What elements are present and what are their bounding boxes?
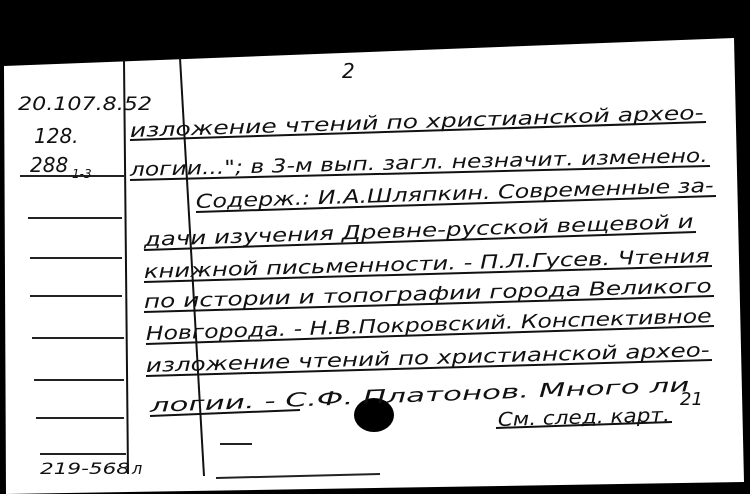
shelf-mark-1: 128.: [34, 124, 79, 148]
text-line: по истории и топографии города Великого: [143, 278, 579, 313]
page-note: 21: [680, 389, 703, 410]
text-line: изложение чтений по христианской архео-: [129, 106, 566, 142]
text-line: См. след. карт.: [497, 404, 650, 431]
text-line: Содерж.: И.А.Шляпкин. Современные за-: [195, 178, 610, 213]
text-line: изложение чтений по христианской архео-: [145, 342, 582, 377]
shelf-mark-2: 288: [30, 153, 69, 177]
call-number: 20.107.8.52: [18, 93, 152, 115]
shelf-mark-2-sub: 1-3: [72, 167, 92, 181]
inventory-suffix: л: [132, 459, 143, 478]
inventory-number: 219-568: [40, 459, 130, 478]
text-line: книжной письменности. - П.Л.Гусев. Чтения: [143, 248, 588, 283]
text-line: логии..."; в 3-м вып. загл. незначит. изменено.: [129, 147, 599, 181]
page-number: 2: [342, 59, 355, 83]
text-line: логии. - С.Ф. Платонов. Много ли: [149, 382, 482, 417]
text-line: Новгорода. - Н.В.Покровский. Конспективное: [145, 308, 603, 345]
text-line: дачи изучения Древне-русской вещевой и: [143, 214, 570, 251]
